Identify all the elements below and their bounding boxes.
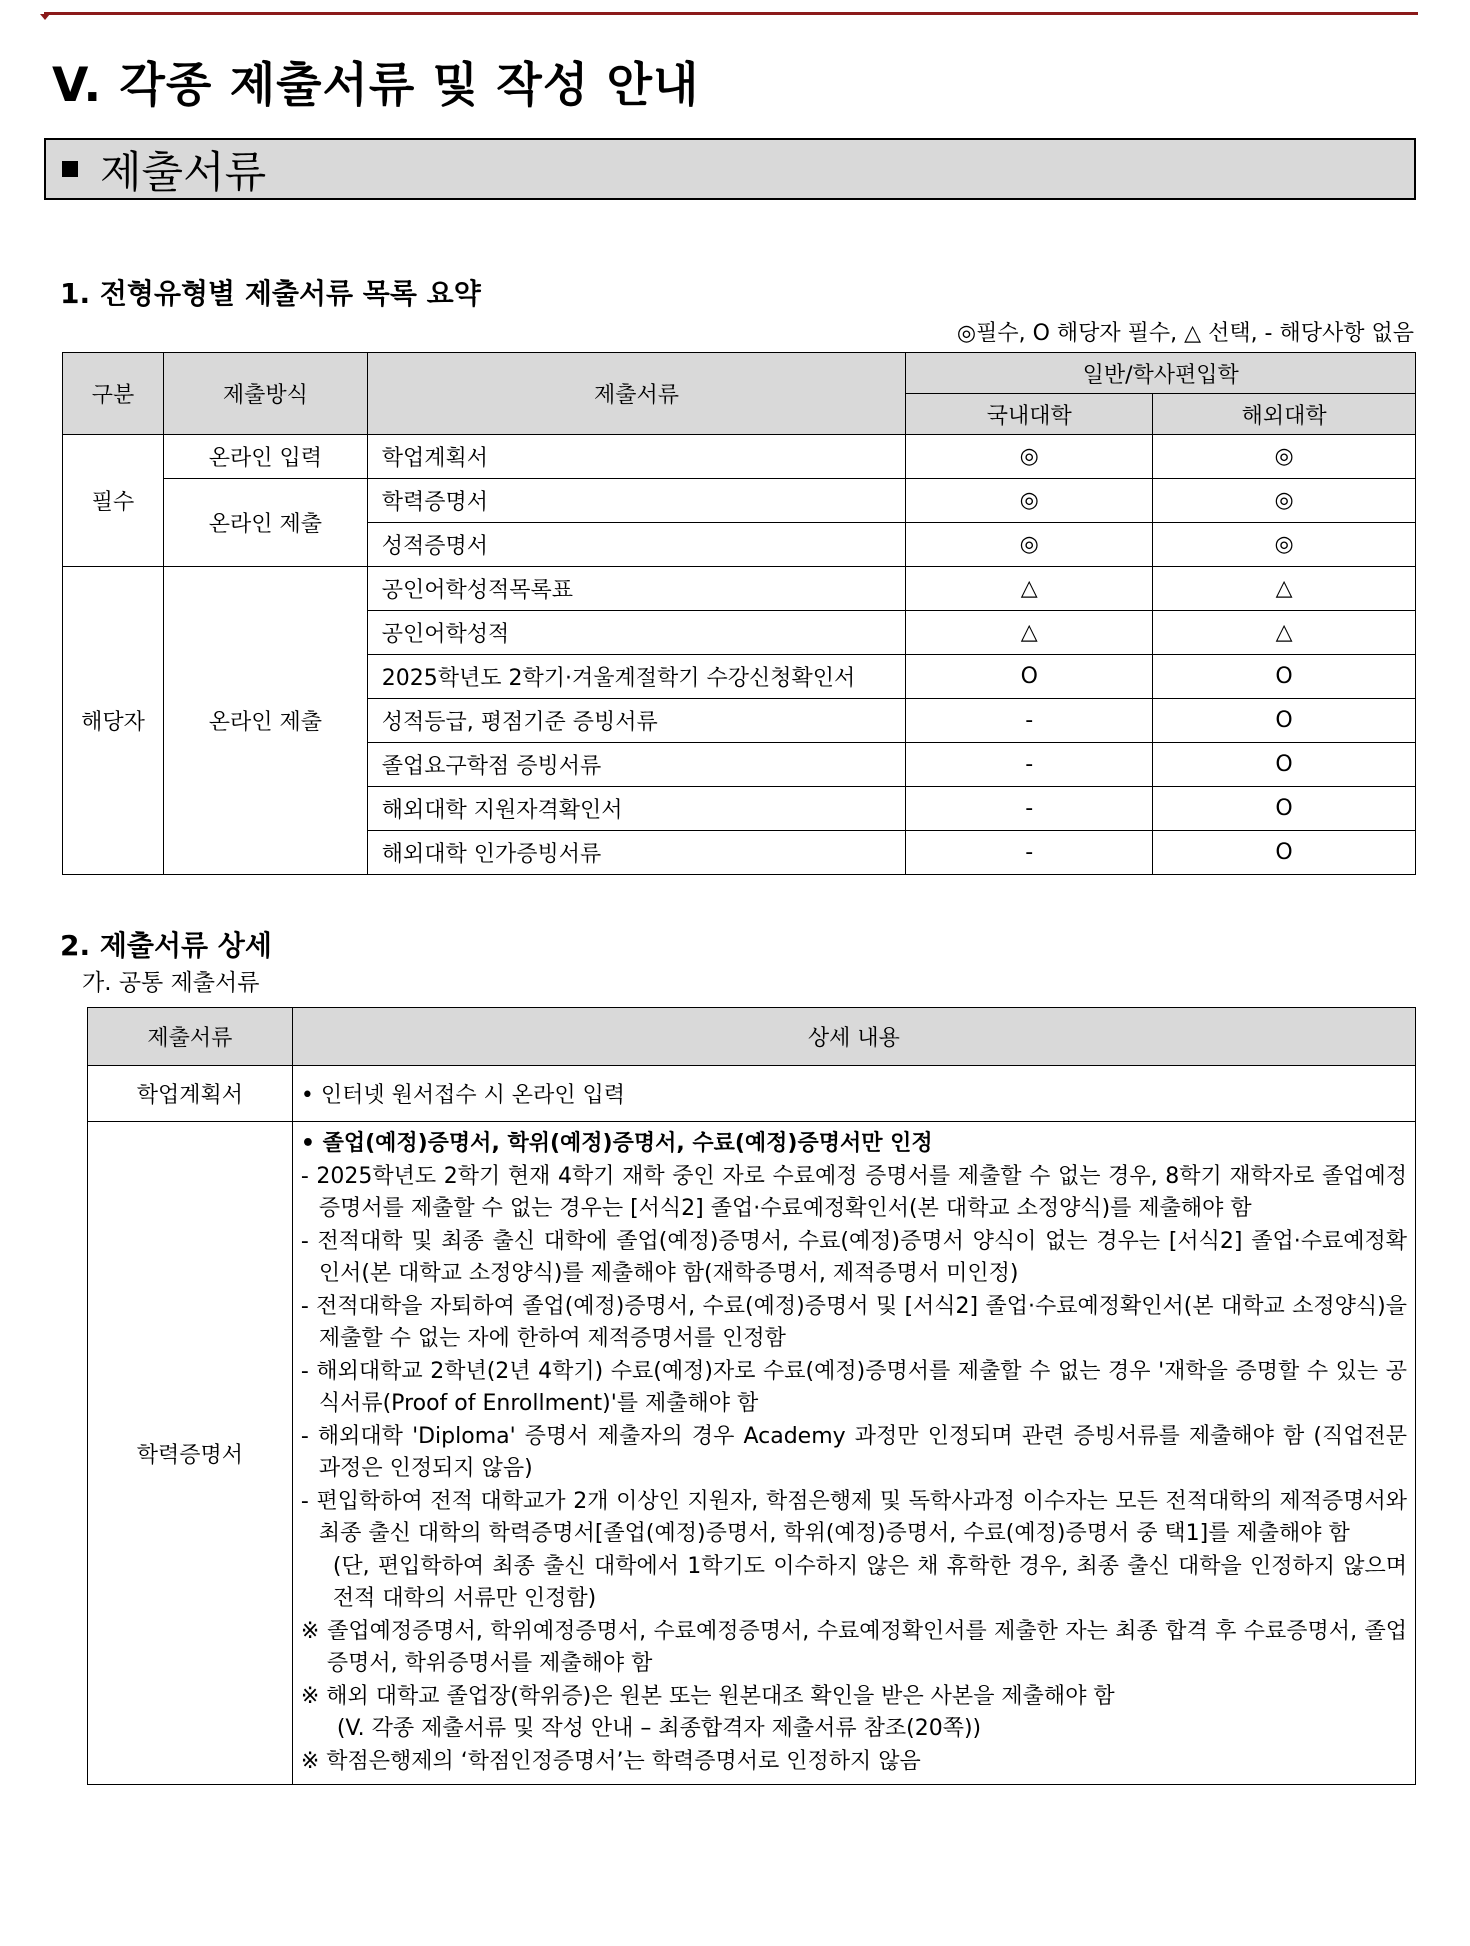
domestic-mark: - bbox=[906, 699, 1153, 743]
summary-header-row bbox=[63, 353, 1416, 394]
overseas-mark: O bbox=[1153, 787, 1416, 831]
doc-cell: 학력증명서 bbox=[367, 479, 906, 523]
doc-academic: 학력증명서 bbox=[88, 1122, 293, 1785]
legend: ◎필수, O 해당자 필수, △ 선택, - 해당사항 없음 bbox=[956, 321, 1414, 346]
detail-line: - 편입학하여 전적 대학교가 2개 이상인 지원자, 학점은행제 및 독학사과정 이수자는 모든 전적대학의 제적증명서와 최종 출신 대학의 학력증명서[졸업(예정)증명서, 학위(예정)증명서, 수료(예정)증명서 중 택1]를 제출해야 함 bbox=[300, 1488, 1407, 1546]
detail-line: ※ 학점은행제의 ‘학점인정증명서’는 학력증명서로 인정하지 않음 bbox=[300, 1748, 921, 1774]
doc-cell: 공인어학성적 bbox=[367, 611, 906, 655]
detail-line: - 2025학년도 2학기 현재 4학기 재학 중인 자로 수료예정 증명서를 제출할 수 없는 경우, 8학기 재학자로 졸업예정증명서를 제출할 수 없는 경우는 [서식2] 졸업·수료예정확인서(본 대학교 소정양식)를 제출해야 함 bbox=[300, 1163, 1407, 1221]
section-title-box bbox=[44, 138, 1416, 200]
header-document: 제출서류 bbox=[367, 353, 906, 435]
overseas-mark: ◎ bbox=[1153, 523, 1416, 567]
square-bullet-icon bbox=[62, 161, 78, 177]
domestic-mark: ◎ bbox=[906, 435, 1153, 479]
header-overseas: 해외대학 bbox=[1153, 394, 1416, 435]
domestic-mark: - bbox=[906, 787, 1153, 831]
doc-cell: 졸업요구학점 증빙서류 bbox=[367, 743, 906, 787]
header-doc: 제출서류 bbox=[88, 1008, 293, 1066]
chapter-title: V. 각종 제출서류 및 작성 안내 bbox=[52, 58, 700, 113]
category-applicable: 해당자 bbox=[63, 567, 164, 875]
detail-line: - 전적대학을 자퇴하여 졸업(예정)증명서, 수료(예정)증명서 및 [서식2] 졸업·수료예정확인서(본 대학교 소정양식)을 제출할 수 없는 자에 한하여 제적증명서를 인정함 bbox=[300, 1293, 1407, 1351]
heading-detail: 2. 제출서류 상세 bbox=[60, 929, 272, 962]
overseas-mark: O bbox=[1153, 655, 1416, 699]
table-row bbox=[88, 1122, 1416, 1785]
header-category: 구분 bbox=[63, 353, 164, 435]
domestic-mark: △ bbox=[906, 567, 1153, 611]
domestic-mark: ◎ bbox=[906, 523, 1153, 567]
summary-table bbox=[62, 352, 1416, 875]
detail-line: ※ 졸업예정증명서, 학위예정증명서, 수료예정증명서, 수료예정확인서를 제출한 자는 최종 합격 후 수료증명서, 졸업증명서, 학위증명서를 제출해야 함 bbox=[300, 1618, 1407, 1676]
detail-line: ※ 해외 대학교 졸업장(학위증)은 원본 또는 원본대조 확인을 받은 사본을 제출해야 함 bbox=[300, 1683, 1115, 1709]
table-row bbox=[63, 479, 1416, 523]
study-plan-content: • 인터넷 원서접수 시 온라인 입력 bbox=[292, 1066, 1415, 1122]
overseas-mark: O bbox=[1153, 831, 1416, 875]
detail-header-row bbox=[88, 1008, 1416, 1066]
domestic-mark: O bbox=[906, 655, 1153, 699]
category-required: 필수 bbox=[63, 435, 164, 567]
table-row bbox=[88, 1066, 1416, 1122]
table-row bbox=[63, 435, 1416, 479]
method-online-submit: 온라인 제출 bbox=[163, 479, 367, 567]
header-group: 일반/학사편입학 bbox=[906, 353, 1416, 394]
overseas-mark: △ bbox=[1153, 611, 1416, 655]
overseas-mark: ◎ bbox=[1153, 435, 1416, 479]
header-method: 제출방식 bbox=[163, 353, 367, 435]
domestic-mark: - bbox=[906, 831, 1153, 875]
detail-line: - 전적대학 및 최종 출신 대학에 졸업(예정)증명서, 수료(예정)증명서 양식이 없는 경우는 [서식2] 졸업·수료예정확인서(본 대학교 소정양식)를 제출해야 함(재학증명서, 제적증명서 미인정) bbox=[300, 1228, 1407, 1286]
header-content: 상세 내용 bbox=[292, 1008, 1415, 1066]
domestic-mark: ◎ bbox=[906, 479, 1153, 523]
detail-line: (단, 편입학하여 최종 출신 대학에서 1학기도 이수하지 않은 채 휴학한 경우, 최종 출신 대학을 인정하지 않으며 전적 대학의 서류만 인정함) bbox=[332, 1553, 1407, 1611]
sub-heading-common: 가. 공통 제출서류 bbox=[82, 970, 260, 996]
overseas-mark: O bbox=[1153, 743, 1416, 787]
doc-study-plan: 학업계획서 bbox=[88, 1066, 293, 1122]
overseas-mark: O bbox=[1153, 699, 1416, 743]
detail-line: - 해외대학교 2학년(2년 4학기) 수료(예정)자로 수료(예정)증명서를 제출할 수 없는 경우 '재학을 증명할 수 있는 공식서류(Proof of Enrollment)'를 제출해야 함 bbox=[300, 1358, 1407, 1416]
overseas-mark: ◎ bbox=[1153, 479, 1416, 523]
doc-cell: 성적증명서 bbox=[367, 523, 906, 567]
detail-line: (V. 각종 제출서류 및 작성 안내 – 최종합격자 제출서류 참조(20쪽)) bbox=[336, 1716, 982, 1741]
domestic-mark: △ bbox=[906, 611, 1153, 655]
corner-mark-icon bbox=[40, 14, 50, 20]
doc-cell: 성적등급, 평점기준 증빙서류 bbox=[367, 699, 906, 743]
detail-line: - 해외대학 'Diploma' 증명서 제출자의 경우 Academy 과정만 인정되며 관련 증빙서류를 제출해야 함 (직업전문 과정은 인정되지 않음) bbox=[300, 1423, 1407, 1481]
doc-cell: 학업계획서 bbox=[367, 435, 906, 479]
domestic-mark: - bbox=[906, 743, 1153, 787]
doc-cell: 2025학년도 2학기·겨울계절학기 수강신청확인서 bbox=[367, 655, 906, 699]
header-domestic: 국내대학 bbox=[906, 394, 1153, 435]
detail-line: • 졸업(예정)증명서, 학위(예정)증명서, 수료(예정)증명서만 인정 bbox=[300, 1131, 933, 1156]
doc-cell: 해외대학 인가증빙서류 bbox=[367, 831, 906, 875]
table-row bbox=[63, 567, 1416, 611]
detail-table bbox=[87, 1007, 1416, 1785]
section-title: 제출서류 bbox=[100, 147, 267, 198]
method-online-input: 온라인 입력 bbox=[163, 435, 367, 479]
doc-cell: 공인어학성적목록표 bbox=[367, 567, 906, 611]
method-online-submit: 온라인 제출 bbox=[163, 567, 367, 875]
doc-cell: 해외대학 지원자격확인서 bbox=[367, 787, 906, 831]
header-rule bbox=[44, 12, 1418, 15]
overseas-mark: △ bbox=[1153, 567, 1416, 611]
heading-summary: 1. 전형유형별 제출서류 목록 요약 bbox=[60, 277, 481, 310]
academic-content bbox=[292, 1122, 1415, 1785]
